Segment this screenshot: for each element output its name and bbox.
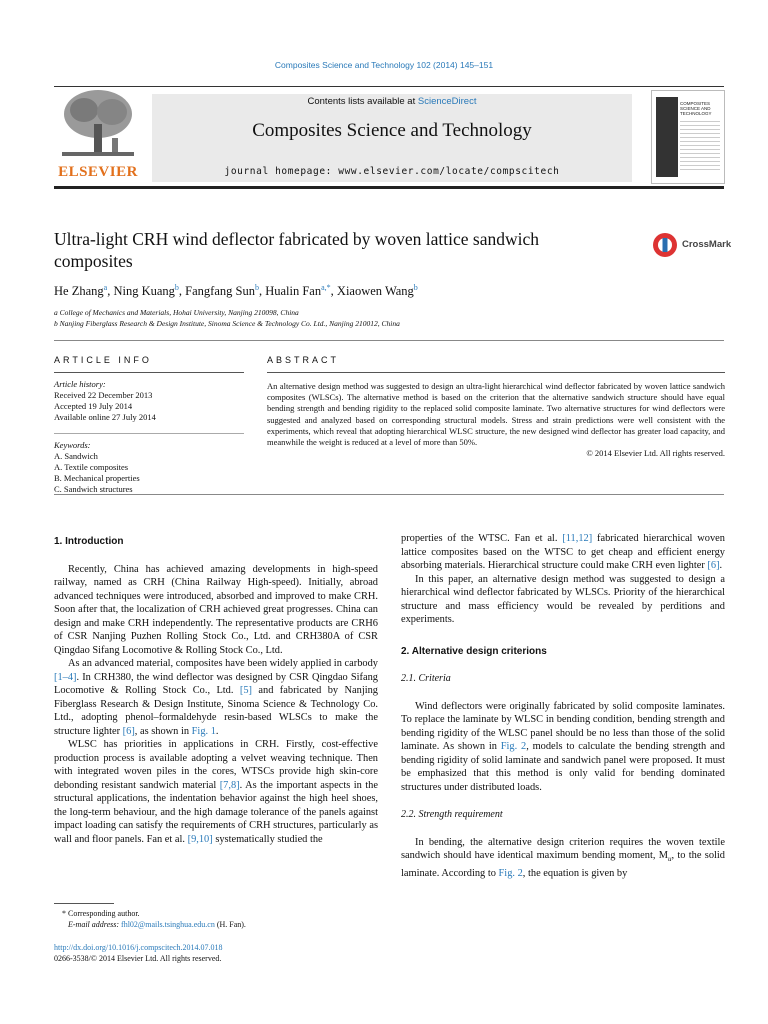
corresponding-author-note: * Corresponding author. <box>62 909 140 918</box>
abstract-text <box>267 381 725 459</box>
keyword: A. Textile composites <box>54 462 129 472</box>
divider <box>267 372 725 373</box>
contents-prefix: Contents lists available at <box>307 96 418 107</box>
divider <box>54 494 724 495</box>
journal-homepage[interactable]: journal homepage: www.elsevier.com/locate/compscitech <box>224 166 560 177</box>
reference-link[interactable]: [9,10] <box>187 833 213 845</box>
received-date: Received 22 December 2013 <box>54 390 153 400</box>
email-suffix: (H. Fan). <box>214 920 246 929</box>
affiliation-b: b Nanjing Fiberglass Research & Design Institute, Sinoma Science & Technology Co. Ltd., Nanjing 210012, China <box>54 319 400 328</box>
section-heading-introduction: 1. Introduction <box>54 536 124 547</box>
reference-link[interactable]: [11,12] <box>562 533 593 544</box>
paragraph: In this paper, an alternative design method was suggested to design a hierarchical wind deflector fabricated by WLSCs. Priority of the hierarchical structure and mass efficiency would be revealed by perditions and experiments. <box>401 573 725 625</box>
figure-link[interactable]: Fig. 2 <box>498 867 523 879</box>
elsevier-wordmark: ELSEVIER <box>58 164 138 180</box>
paragraph: Recently, China has achieved amazing developments in high-speed railway, named as CRH (China Railway High-speed). Initially, abroad advanced techniques were introduced, absorbed and improved to make CRH. Soon after that, the localization of CRH achieved great progresses. China can design and make CRH independently. The representative products are CRH6 of CSR Nanjing Puzhen Rolling Stock Co., Ltd. and CRH380A of CSR Qingdao Sifang Locomotive & Rolling Stock Co., Ltd. <box>54 563 378 656</box>
reference-link[interactable]: [6] <box>122 725 135 737</box>
paragraph: properties of the WTSC. Fan et al. [11,12] fabricated hierarchical woven lattice composites based on the WTSC to get cheap and efficient energy absorbing materials. Hierarchical structure could make CRH even lighter [6]. <box>401 533 725 571</box>
reference-link[interactable]: [6] <box>707 560 720 571</box>
reference-link[interactable]: [7,8] <box>219 779 240 791</box>
journal-cover-image <box>651 90 725 184</box>
right-column <box>401 532 725 880</box>
abstract-heading: ABSTRACT <box>267 355 340 365</box>
email-label: E-mail address: <box>68 920 122 929</box>
divider <box>54 433 244 434</box>
author-affiliation-mark[interactable]: a <box>103 283 108 292</box>
subsection-heading-2-1: 2.1. Criteria <box>401 673 451 684</box>
footnote-rule <box>54 903 114 904</box>
doi-link[interactable]: http://dx.doi.org/10.1016/j.compscitech.2014.07.018 <box>54 943 223 952</box>
accepted-date: Accepted 19 July 2014 <box>54 401 133 411</box>
author-affiliation-mark[interactable]: b <box>174 283 179 292</box>
divider <box>54 340 724 341</box>
abstract-body: An alternative design method was suggested to design an ultra-light hierarchical wind deflector fabricated by woven lattice sandwich composites (WLSCs). The alternative method is based on the criterion that the alternative sandwich structure should have equal bending strength and bending rigidity to the replaced solid composite laminate. Two alternative structures for wind deflectors were suggested and analyzed based on corresponding structural models. Stress and strain predictions were well consistent with the experiments, which reveal that adopting hierarchical WLSC structure, the new designed wind deflector has greater load capacity, and meanwhile the weight is reduced at a level of more than 50%. <box>267 381 725 448</box>
header-bottom-rule <box>54 186 724 189</box>
contents-line <box>152 96 632 107</box>
email-link[interactable]: fhl02@mails.tsinghua.edu.cn <box>121 920 215 929</box>
cover-title: COMPOSITES SCIENCE AND TECHNOLOGY <box>680 101 712 116</box>
article-title: Ultra-light CRH wind deflector fabricated by woven lattice sandwich composites <box>54 229 539 271</box>
keywords-label: Keywords: <box>54 440 91 450</box>
paragraph: In bending, the alternative design criterion requires the woven textile sandwich should have identical maximum bending moment, $M_u$, to the solid laminate. According to Fig. 2, the equation is given by <box>401 836 726 879</box>
author-affiliation-mark[interactable]: a,* <box>321 283 331 292</box>
keyword: C. Sandwich structures <box>54 484 133 494</box>
author-name: Ning Kuang <box>113 284 175 299</box>
figure-link[interactable]: Fig. 1 <box>191 725 216 737</box>
subsection-heading-2-2: 2.2. Strength requirement <box>401 809 503 820</box>
reference-link[interactable]: [5] <box>239 685 252 696</box>
author-name: He Zhang <box>54 284 104 299</box>
journal-citation[interactable]: Composites Science and Technology 102 (2014) 145–151 <box>274 60 494 70</box>
header-top-rule <box>54 86 724 87</box>
left-column <box>54 535 378 846</box>
history-label: Article history: <box>54 379 106 389</box>
keywords <box>54 440 244 495</box>
section-heading-2: 2. Alternative design criterions <box>401 645 547 657</box>
keyword: B. Mechanical properties <box>54 473 140 483</box>
footnote <box>62 908 246 930</box>
affiliation-a: a College of Mechanics and Materials, Hohai University, Nanjing 210098, China <box>54 308 299 317</box>
sciencedirect-link[interactable]: ScienceDirect <box>417 96 477 107</box>
article-history <box>54 379 244 423</box>
author-list: He Zhang$^a$, Ning Kuang$^b$, Fangfang Sun$^b$, Hualin Fan$^{a,*}$, Xiaowen Wang$^b$ <box>54 283 418 299</box>
keyword: A. Sandwich <box>54 451 98 461</box>
doi-block <box>54 942 223 964</box>
crossmark-badge[interactable] <box>652 230 732 260</box>
article-info-heading: ARTICLE INFO <box>54 355 152 365</box>
author-name: Hualin Fan <box>265 284 322 299</box>
paragraph: WLSC has priorities in applications in CRH. Firstly, cost-effective production process is available adopting a velvet weaving technique. Then with integrated woven piles in the cores, WTSCs provide high skin-core debonding resistant sandwich material [7,8]. As the important aspects in the structural applications, the indentation behavior against the high heel shoes, the long-term behaviour, and the high damage tolerance of the panels against impact loading can satisfy the requirements of CRH structures, particularly as wall and floor panels. Fan et al. [9,10] systematically studied the <box>54 739 378 845</box>
author-affiliation-mark[interactable]: b <box>254 283 259 292</box>
online-date: Available online 27 July 2014 <box>54 412 156 422</box>
crossmark-label: CrossMark <box>682 239 732 250</box>
abstract-copyright: © 2014 Elsevier Ltd. All rights reserved. <box>586 448 725 459</box>
author-name: Xiaowen Wang <box>336 284 414 299</box>
paragraph: As an advanced material, composites have been widely applied in carbody [1–4]. In CRH380, the wind deflector was designed by CSR Qingdao Sifang Locomotive & Rolling Stock Co., Ltd. [5] and fabricated by Nanjing Fiberglass Research & Design Institute, Sinoma Science & Technology Co. Ltd., adopting phenol–formaldehyde resin-based WLSCs to make the structure lighter [6], as shown in Fig. 1. <box>54 658 378 737</box>
divider <box>54 372 244 373</box>
author-name: Fangfang Sun <box>185 284 255 299</box>
crossmark-icon <box>652 232 678 258</box>
author-affiliation-mark[interactable]: b <box>413 283 418 292</box>
issn-line: 0266-3538/© 2014 Elsevier Ltd. All rights reserved. <box>54 954 222 963</box>
journal-title: Composites Science and Technology <box>252 120 532 141</box>
reference-link[interactable]: [1–4] <box>54 671 77 683</box>
paragraph: Wind deflectors were originally fabricated by solid composite laminates. To replace the laminate by WLSC in bending condition, bending strength and bending rigidity of the WLSC panel should be no less than those of the solid laminate. As shown in Fig. 2, models to calculate the bending strength and bending rigidity of solid laminate and sandwich panel were proposed. It must be emphasized that this method is only valid for bending dominated structures under distributed loads. <box>401 700 725 793</box>
figure-link[interactable]: Fig. 2 <box>500 741 527 752</box>
